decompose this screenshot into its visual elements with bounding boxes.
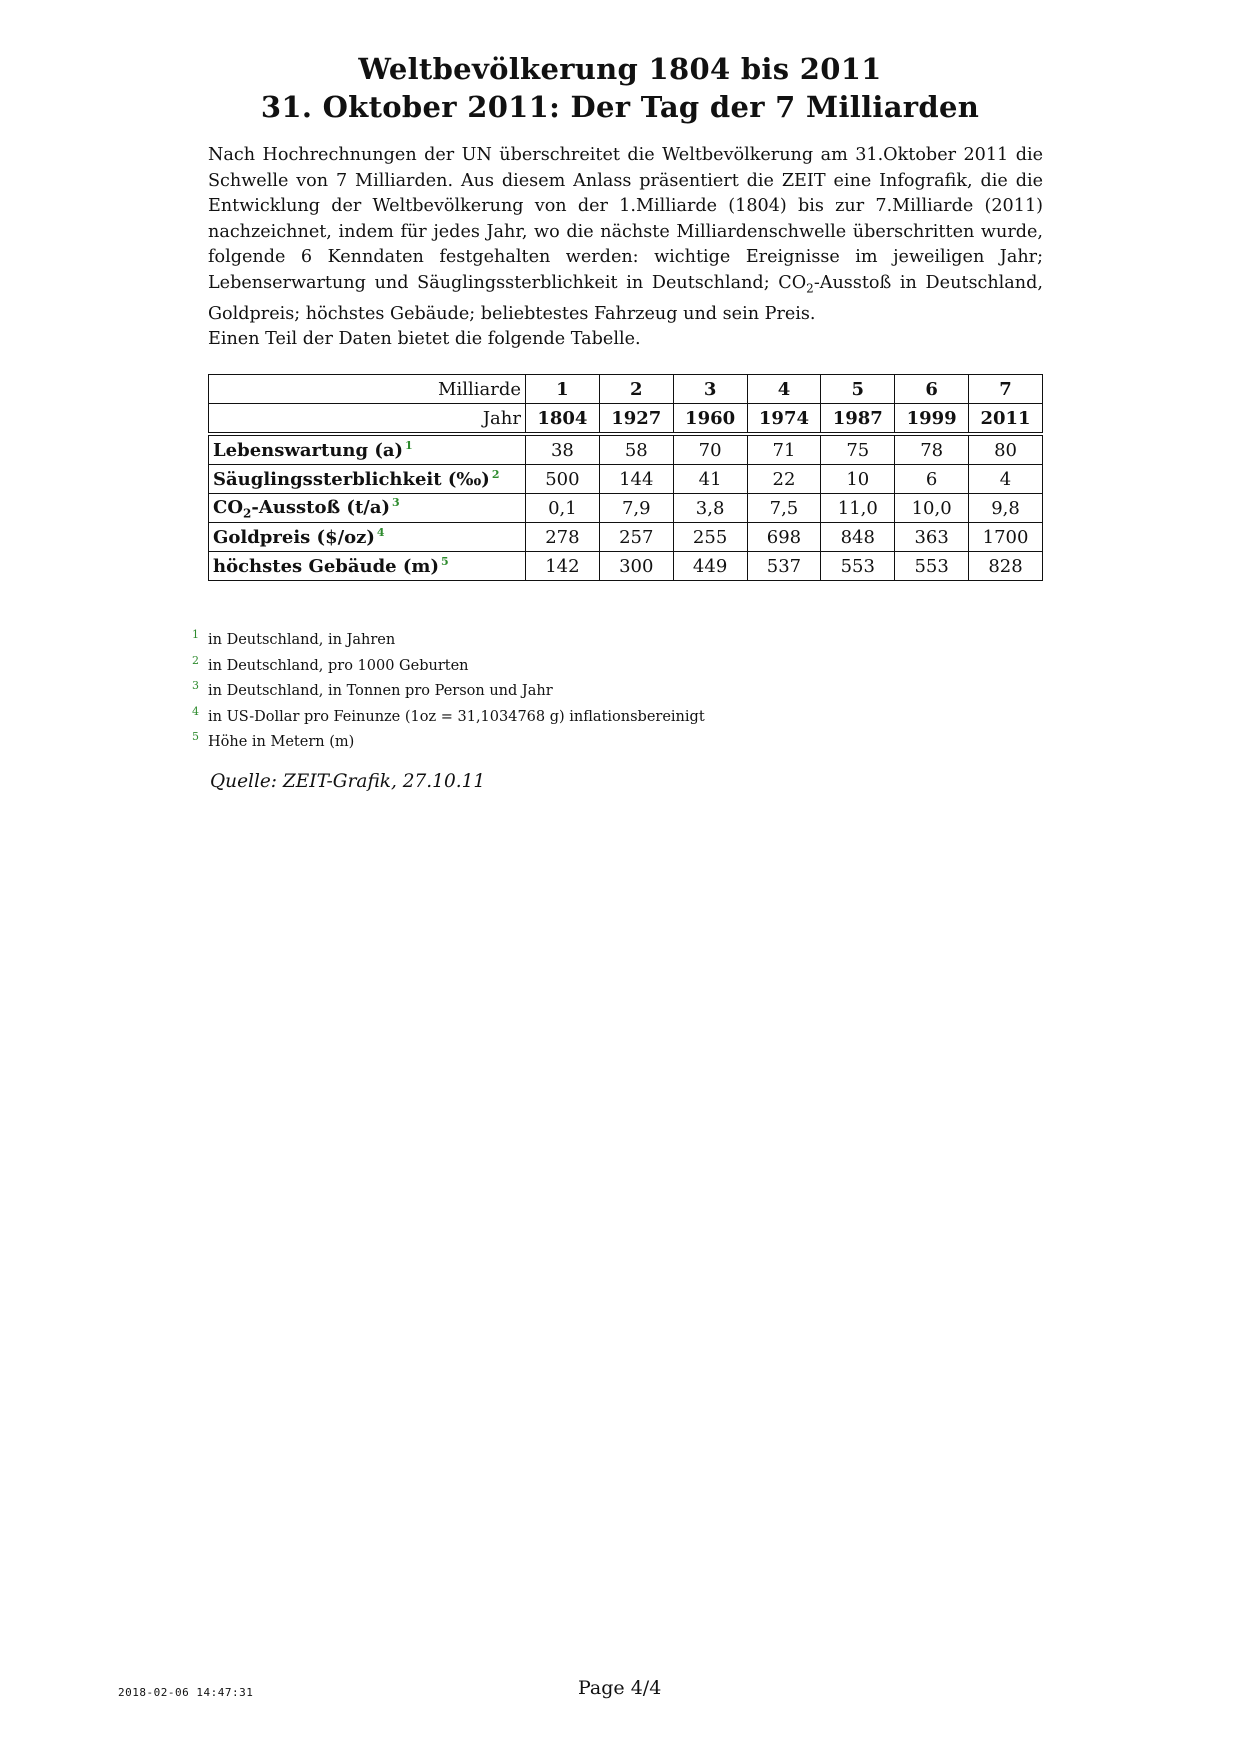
table-cell: 41 <box>673 465 747 494</box>
header-cell-milliarde: 1 <box>526 375 600 404</box>
table-cell: 144 <box>599 465 673 494</box>
table-cell: 300 <box>599 552 673 581</box>
footnote-text: Höhe in Metern (m) <box>208 734 355 750</box>
table-cell: 10 <box>821 465 895 494</box>
table-cell: 6 <box>895 465 969 494</box>
table-intro: Einen Teil der Daten bietet die folgende Tabelle. <box>208 329 641 349</box>
table-cell: 257 <box>599 523 673 552</box>
row-label-text: -Ausstoß (t/a) <box>251 496 391 518</box>
table-cell: 7,9 <box>599 494 673 523</box>
header-cell-year: 1927 <box>599 404 673 435</box>
source-citation: Quelle: ZEIT-Grafik, 27.10.11 <box>210 771 486 792</box>
footnote-marker: 1 <box>405 439 413 452</box>
footnote-number: 5 <box>192 730 199 743</box>
row-label-text: CO <box>213 496 244 518</box>
table-cell: 22 <box>747 465 821 494</box>
header-cell-year: 1960 <box>673 404 747 435</box>
table-cell: 58 <box>599 434 673 465</box>
table-cell: 7,5 <box>747 494 821 523</box>
table-cell: 553 <box>821 552 895 581</box>
header-cell-milliarde: 7 <box>969 375 1043 404</box>
intro-co2-subscript: 2 <box>806 281 814 296</box>
table-row-hoechstes-gebaeude <box>209 552 1043 581</box>
footnote-number: 4 <box>192 704 199 718</box>
footnote-text: in Deutschland, pro 1000 Geburten <box>208 657 469 674</box>
print-timestamp: 2018-02-06 14:47:31 <box>118 1686 254 1699</box>
header-cell-milliarde: 2 <box>599 375 673 404</box>
table-cell: 11,0 <box>821 494 895 523</box>
intro-text-1: Nach Hochrechnungen der UN überschreitet die Weltbevölkerung am 31.Oktober 2011 die Schwelle von 7 Milliarden. Aus diesem Anlass präsentiert die ZEIT eine Infografik, die die Entwicklung der Weltbevölkerung von der 1.Milliarde (1804) bis zur 7.Milliarde (2011) nachzeichnet, indem für jedes Jahr, wo die nächste Milliardenschwelle überschritten wurde, folgende 6 Kenndaten festgehalten werden: wichtige Ereignisse im jeweiligen Jahr; Lebenserwartung und Säuglingssterblichkeit in Deutschland; CO <box>208 145 1043 293</box>
row-label <box>209 494 526 523</box>
table-cell: 848 <box>821 523 895 552</box>
table-cell: 80 <box>969 434 1043 465</box>
table-cell: 255 <box>673 523 747 552</box>
table-row-lebenserwartung <box>209 434 1043 465</box>
header-cell-year: 1999 <box>895 404 969 435</box>
table-cell: 4 <box>969 465 1043 494</box>
co2-subscript: 2 <box>243 506 252 521</box>
table-cell: 449 <box>673 552 747 581</box>
table-cell: 278 <box>526 523 600 552</box>
intro-text-2: -Ausstoß in Deutschland, Goldpreis; höchstes Gebäude; beliebtestes Fahrzeug und sein Preis. <box>208 272 1043 324</box>
footnote-text: in Deutschland, in Jahren <box>208 632 396 648</box>
footnote-text: in Deutschland, in Tonnen pro Person und Jahr <box>208 683 553 699</box>
header-cell-milliarde: 3 <box>673 375 747 404</box>
footnote-number: 1 <box>192 628 199 641</box>
table-cell: 828 <box>969 552 1043 581</box>
footnote-text: in US-Dollar pro Feinunze (1oz = 31,1034768 g) inflationsbereinigt <box>208 708 705 725</box>
data-table <box>208 374 1043 581</box>
footnote-marker: 3 <box>392 495 400 509</box>
page-subtitle: 31. Oktober 2011: Der Tag der 7 Milliarden <box>260 90 980 124</box>
table-header-row-milliarde <box>209 375 1043 404</box>
table-cell: 10,0 <box>895 494 969 523</box>
row-label-text: Goldpreis ($/oz) <box>213 527 375 548</box>
page-title: Weltbevölkerung 1804 bis 2011 <box>358 52 882 86</box>
footnote-number: 3 <box>192 679 199 692</box>
table-cell: 698 <box>747 523 821 552</box>
table-header-row-jahr <box>209 404 1043 435</box>
table-row-goldpreis <box>209 523 1043 552</box>
table-cell: 537 <box>747 552 821 581</box>
table-cell: 3,8 <box>673 494 747 523</box>
table-cell: 1700 <box>969 523 1043 552</box>
header-cell-milliarde: 5 <box>821 375 895 404</box>
table-row-co2 <box>209 494 1043 523</box>
header-cell-milliarde: 6 <box>895 375 969 404</box>
table-cell: 78 <box>895 434 969 465</box>
table-cell: 70 <box>673 434 747 465</box>
row-label <box>209 552 526 581</box>
footnote-marker: 5 <box>440 555 449 568</box>
table-cell: 553 <box>895 552 969 581</box>
header-label-jahr: Jahr <box>209 404 526 435</box>
header-cell-year: 2011 <box>969 404 1043 435</box>
table-cell: 0,1 <box>526 494 600 523</box>
header-cell-year: 1804 <box>526 404 600 435</box>
table-cell: 500 <box>526 465 600 494</box>
footnote-marker: 2 <box>491 468 500 481</box>
header-cell-year: 1987 <box>821 404 895 435</box>
table-cell: 363 <box>895 523 969 552</box>
row-label <box>209 465 526 494</box>
table-cell: 71 <box>747 434 821 465</box>
row-label <box>209 434 526 465</box>
table-cell: 9,8 <box>969 494 1043 523</box>
header-cell-milliarde: 4 <box>747 375 821 404</box>
table-cell: 38 <box>526 434 600 465</box>
table-cell: 142 <box>526 552 600 581</box>
row-label-text: Säuglingssterblichkeit (‰) <box>213 469 490 490</box>
row-label <box>209 523 526 552</box>
footnote-number: 2 <box>192 653 199 667</box>
table-row-saeuglingssterblichkeit <box>209 465 1043 494</box>
page-number: Page 4/4 <box>578 1677 662 1699</box>
intro-paragraph <box>208 143 1043 327</box>
footnote-marker: 4 <box>376 526 385 539</box>
header-cell-year: 1974 <box>747 404 821 435</box>
row-label-text: Lebenswartung (a) <box>213 440 404 461</box>
header-label-milliarde: Milliarde <box>209 375 526 404</box>
row-label-text: höchstes Gebäude (m) <box>213 556 439 577</box>
table-cell: 75 <box>821 434 895 465</box>
